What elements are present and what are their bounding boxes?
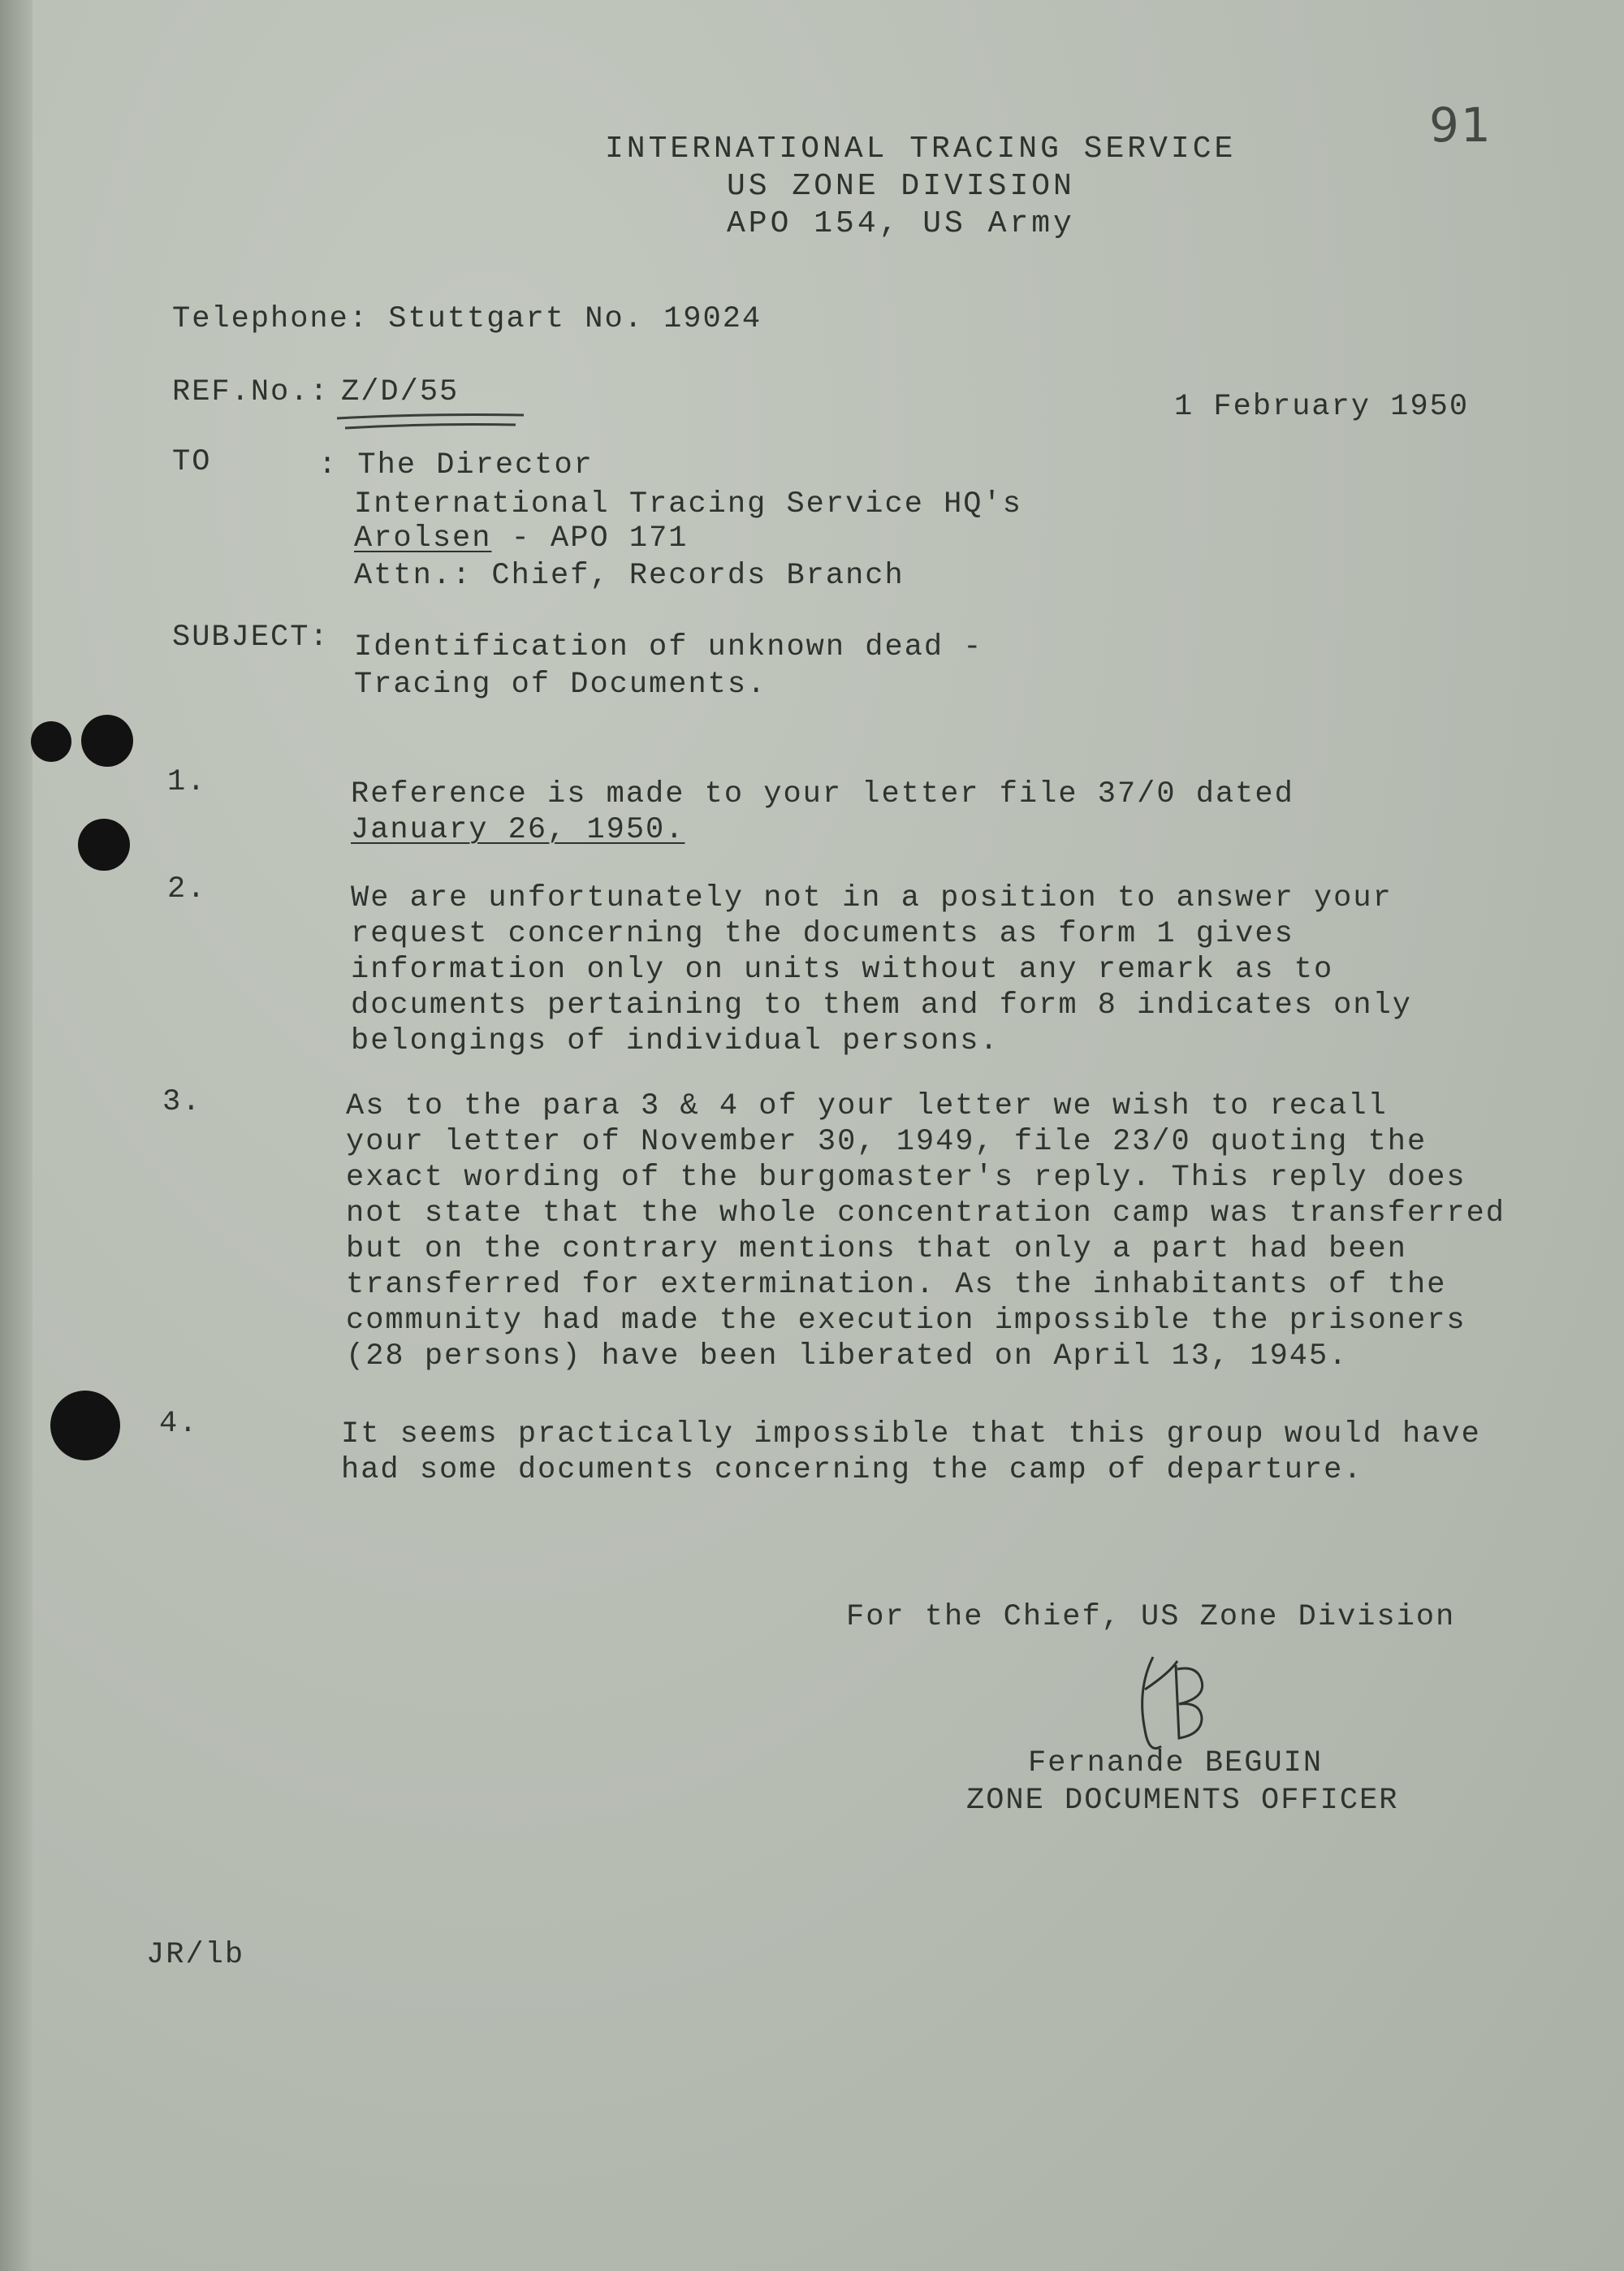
- paragraph-line: had some documents concerning the camp of departure.: [341, 1453, 1363, 1487]
- punch-hole: [81, 715, 133, 767]
- paragraph-line: As to the para 3 & 4 of your letter we wish to recall: [346, 1089, 1388, 1123]
- to-apo: - APO 171: [491, 521, 689, 556]
- punch-hole: [50, 1391, 120, 1460]
- ref-underline: [333, 410, 528, 435]
- paragraph-line: information only on units without any remark as to: [351, 953, 1334, 987]
- paragraph-line: We are unfortunately not in a position to answer your: [351, 881, 1393, 915]
- punch-hole: [31, 721, 71, 762]
- paragraph-line: your letter of November 30, 1949, file 23/0 quoting the: [346, 1125, 1427, 1159]
- paragraph-3: [346, 1088, 1505, 1374]
- paragraph-line: transferred for extermination. As the inhabitants of the: [346, 1268, 1447, 1302]
- closing-line: For the Chief, US Zone Division: [846, 1600, 1456, 1634]
- to-line-3: [354, 521, 688, 556]
- paragraph-4: [341, 1417, 1481, 1488]
- paragraph-line: January 26, 1950.: [351, 813, 685, 847]
- signatory-name: Fernande BEGUIN: [1028, 1746, 1324, 1780]
- paragraph-1-number: 1.: [167, 765, 207, 799]
- paragraph-2: [351, 880, 1412, 1059]
- paragraph-line: Reference is made to your letter file 37/0 dated: [351, 777, 1294, 811]
- to-place: Arolsen: [354, 521, 492, 556]
- paragraph-line: documents pertaining to them and form 8 indicates only: [351, 988, 1412, 1023]
- to-line-4: Attn.: Chief, Records Branch: [354, 559, 905, 593]
- paragraph-1: [351, 776, 1294, 848]
- paragraph-line: belongings of individual persons.: [351, 1024, 1000, 1058]
- subject-line-2: Tracing of Documents.: [354, 668, 767, 702]
- typist-initials: JR/lb: [146, 1938, 245, 1972]
- ref-label: REF.No.:: [172, 375, 330, 409]
- punch-hole: [78, 819, 130, 871]
- header-org: INTERNATIONAL TRACING SERVICE: [605, 132, 1237, 167]
- paragraph-3-number: 3.: [162, 1085, 202, 1119]
- handwritten-signature: [1121, 1641, 1234, 1763]
- to-line-2: International Tracing Service HQ's: [354, 487, 1022, 521]
- to-line-1: : The Director: [318, 448, 594, 482]
- paragraph-2-number: 2.: [167, 872, 207, 906]
- page-left-edge: [0, 0, 32, 2271]
- letter-date: 1 February 1950: [1174, 390, 1470, 424]
- paragraph-line: It seems practically impossible that this group would have: [341, 1417, 1481, 1451]
- paragraph-line: community had made the execution impossible the prisoners: [346, 1304, 1466, 1338]
- folio-number: 91: [1429, 97, 1492, 153]
- paragraph-line: (28 persons) have been liberated on April 13, 1945.: [346, 1339, 1349, 1373]
- ref-value: Z/D/55: [341, 375, 460, 409]
- subject-label: SUBJECT:: [172, 621, 330, 655]
- paragraph-line: request concerning the documents as form 1 gives: [351, 917, 1294, 951]
- paragraph-line: exact wording of the burgomaster's reply. This reply does: [346, 1161, 1466, 1195]
- to-label: TO: [172, 445, 212, 479]
- paragraph-4-number: 4.: [159, 1407, 199, 1441]
- header-division: US ZONE DIVISION: [727, 169, 1075, 204]
- telephone-line: Telephone: Stuttgart No. 19024: [172, 302, 762, 336]
- subject-line-1: Identification of unknown dead -: [354, 630, 983, 664]
- paragraph-line: but on the contrary mentions that only a part had been: [346, 1232, 1407, 1266]
- signatory-title: ZONE DOCUMENTS OFFICER: [966, 1784, 1399, 1818]
- paragraph-line: not state that the whole concentration camp was transferred: [346, 1196, 1506, 1231]
- header-address: APO 154, US Army: [727, 206, 1075, 241]
